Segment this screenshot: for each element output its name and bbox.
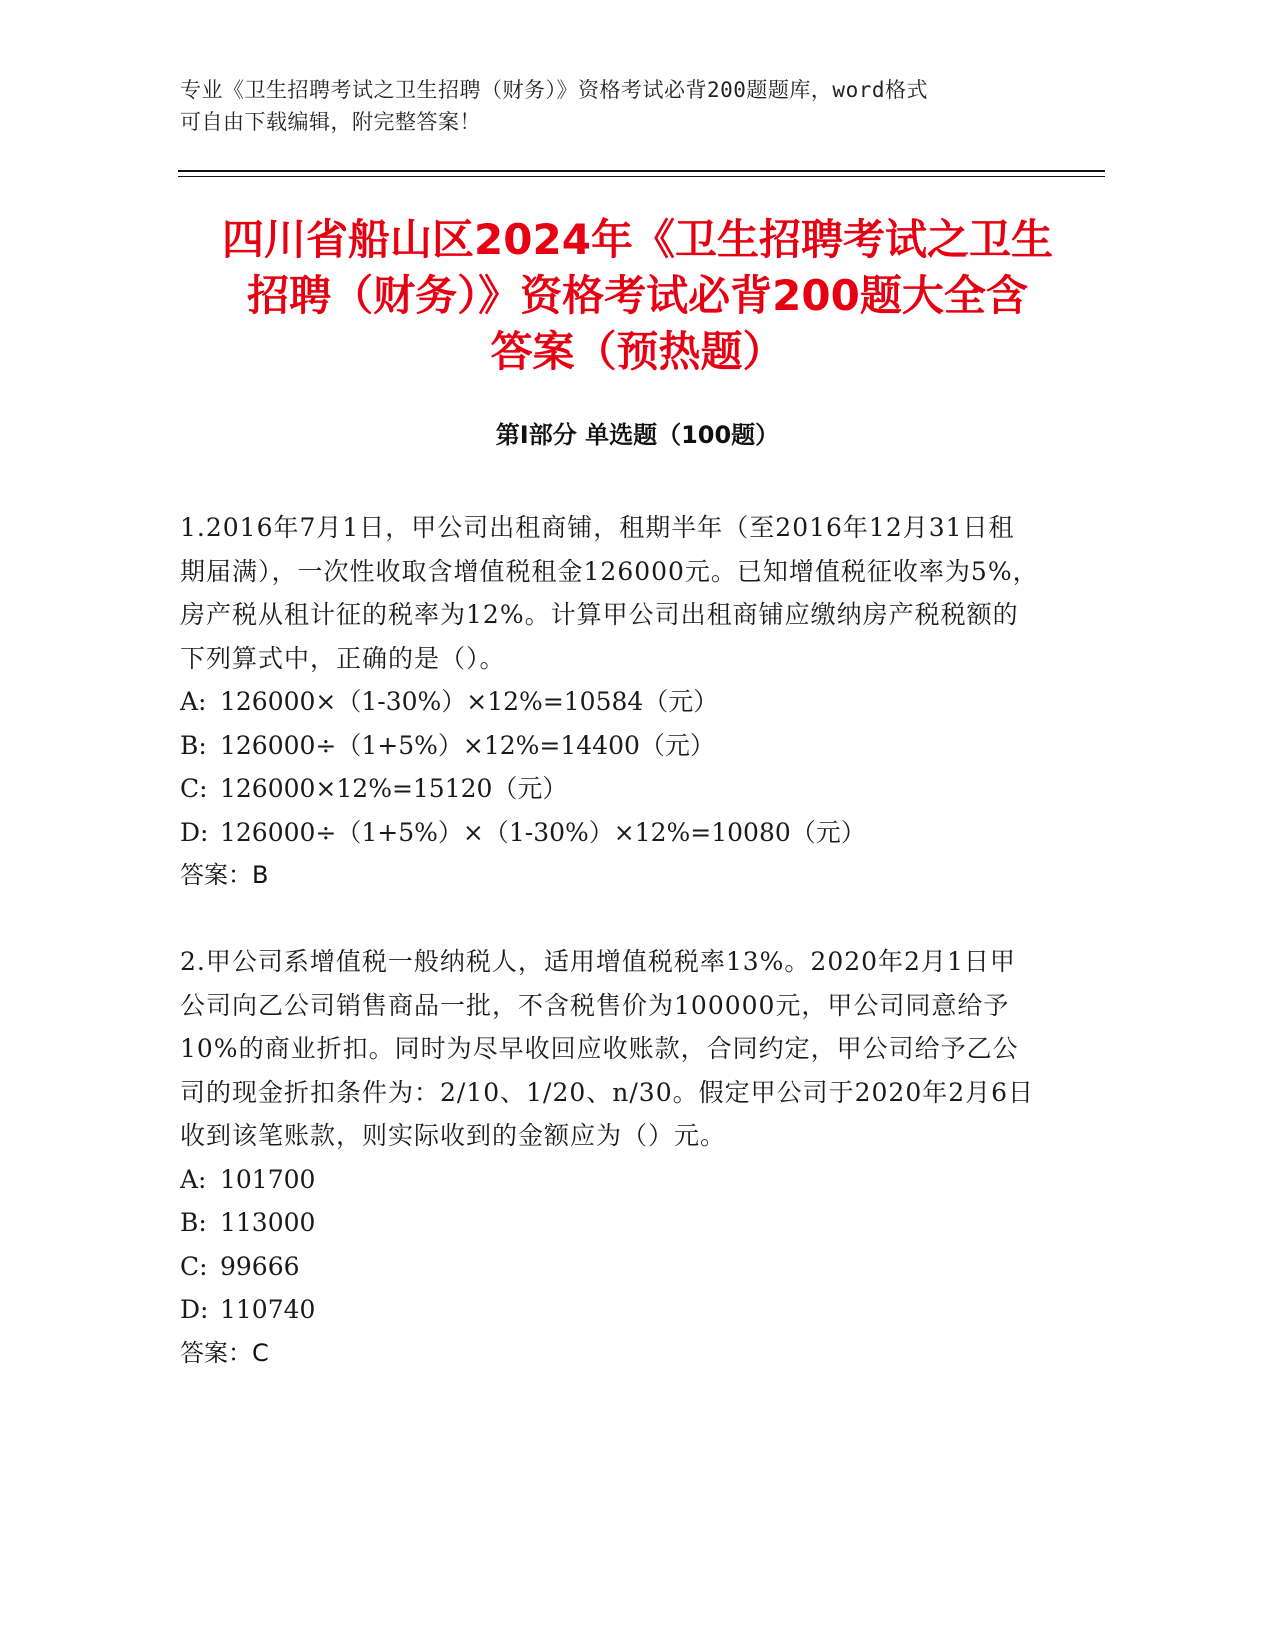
option-text: 99666 (220, 1251, 300, 1281)
option-letter: D: (180, 1295, 209, 1324)
document-title-line-2: 招聘（财务）》资格考试必背200题大全含 (247, 271, 1028, 320)
answer-line: 答案：B (180, 861, 269, 889)
option-a (180, 1158, 1040, 1202)
option-text: 113000 (220, 1208, 316, 1237)
document-title-line-3: 答案（预热题） (490, 327, 785, 376)
question-stem: 1.2016年7月1日，甲公司出租商铺，租期半年（至2016年12月31日租期届满），一次性收取含增值税租金126000元。已知增值税征收率为5%，房产税从租计征的税率为12%。计算甲公司出租商铺应缴纳房产税税额的下列算式中，正确的是（）。 (180, 513, 1039, 673)
option-c (180, 1245, 1040, 1289)
header-divider-thick (178, 170, 1105, 172)
option-d (180, 811, 1040, 855)
question-2 (180, 940, 1040, 1375)
option-a (180, 680, 1040, 724)
header-note-line-1: 专业《卫生招聘考试之卫生招聘（财务）》资格考试必背200题题库，word格式 (180, 78, 928, 102)
option-letter: A: (180, 687, 207, 716)
option-letter: B: (180, 730, 207, 760)
option-text: 126000×（1-30%）×12%=10584（元） (220, 687, 719, 716)
option-text: 126000÷（1+5%）×12%=14400（元） (220, 730, 715, 760)
document-title-line-1: 四川省船山区2024年《卫生招聘考试之卫生 (222, 215, 1053, 264)
question-stem: 2.甲公司系增值税一般纳税人，适用增值税税率13%。2020年2月1日甲公司向乙公司销售商品一批，不含税售价为100000元，甲公司同意给予10%的商业折扣。同时为尽早收回应收账款，合同约定，甲公司给予乙公司的现金折扣条件为：2/10、1/20、n/30。假定甲公司于2020年2月6日收到该笔账款，则实际收到的金额应为（）元。 (180, 947, 1035, 1150)
option-letter: C: (180, 774, 208, 803)
option-text: 101700 (220, 1164, 316, 1194)
header-note (180, 74, 1060, 138)
option-text: 126000×12%=15120（元） (220, 774, 568, 803)
option-text: 110740 (220, 1295, 316, 1324)
option-letter: B: (180, 1208, 207, 1237)
option-b (180, 1201, 1040, 1245)
section-title: 第Ⅰ部分 单选题（100题） (495, 421, 780, 449)
document-title (140, 212, 1135, 380)
option-text: 126000÷（1+5%）×（1-30%）×12%=10080（元） (220, 817, 866, 847)
option-letter: C: (180, 1251, 208, 1281)
question-1 (180, 506, 1040, 898)
option-c (180, 767, 1040, 811)
option-letter: D: (180, 817, 209, 847)
answer-line: 答案：C (180, 1338, 269, 1367)
option-b (180, 724, 1040, 768)
header-note-line-2: 可自由下载编辑，附完整答案！ (180, 110, 481, 134)
option-letter: A: (180, 1164, 207, 1194)
header-divider-thin (178, 176, 1105, 177)
option-d (180, 1288, 1040, 1332)
